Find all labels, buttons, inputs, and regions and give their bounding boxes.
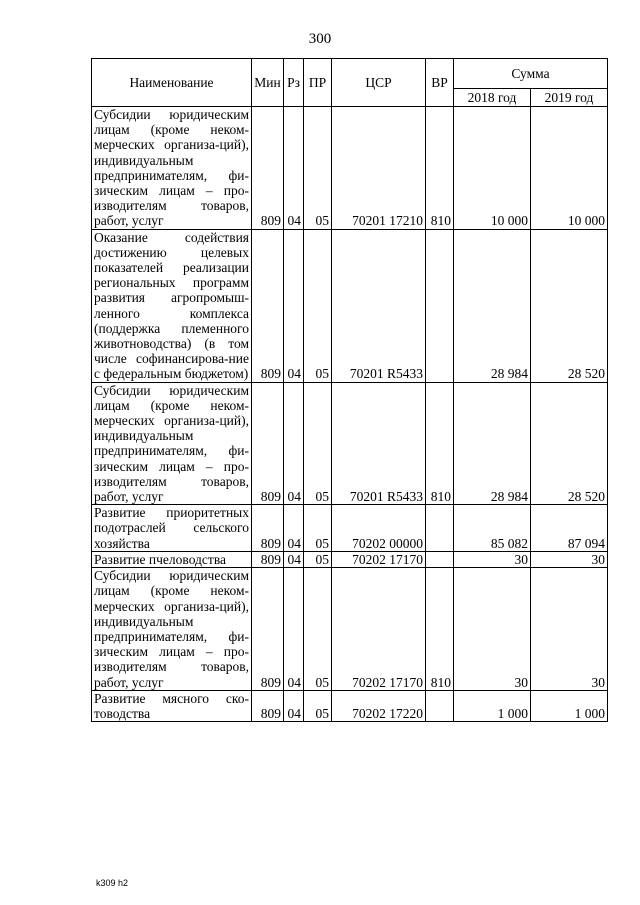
cell-csr: 70201 R5433 (332, 382, 426, 505)
cell-csr: 70201 17210 (332, 107, 426, 230)
cell-2018: 30 (454, 551, 531, 567)
cell-vr (426, 551, 454, 567)
table-row (92, 229, 608, 382)
budget-table (91, 58, 608, 722)
cell-pr: 05 (304, 107, 332, 230)
cell-min: 809 (252, 229, 284, 382)
cell-pr: 05 (304, 551, 332, 567)
cell-rz: 04 (284, 382, 304, 505)
cell-2018: 1 000 (454, 690, 531, 721)
cell-csr: 70202 00000 (332, 505, 426, 552)
cell-2019: 28 520 (531, 382, 608, 505)
header-csr: ЦСР (332, 59, 426, 107)
cell-rz: 04 (284, 505, 304, 552)
cell-name: Субсидии юридическим лицам (кроме неком-мерческих организа-ций), индивидуальным предпринимателям, фи-зическим лицам – про-изводителям товаров, работ, услуг (92, 382, 252, 505)
cell-2019: 1 000 (531, 690, 608, 721)
cell-min: 809 (252, 382, 284, 505)
cell-2019: 28 520 (531, 229, 608, 382)
cell-min: 809 (252, 568, 284, 691)
table-row (92, 382, 608, 505)
cell-name: Субсидии юридическим лицам (кроме неком-мерческих организа-ций), индивидуальным предпринимателям, фи-зическим лицам – про-изводителям товаров, работ, услуг (92, 568, 252, 691)
cell-rz: 04 (284, 229, 304, 382)
page-number: 300 (308, 31, 332, 47)
cell-pr: 05 (304, 229, 332, 382)
cell-min: 809 (252, 551, 284, 567)
header-2018: 2018 год (454, 89, 531, 107)
cell-min: 809 (252, 505, 284, 552)
header-rz: Рз (284, 59, 304, 107)
cell-pr: 05 (304, 690, 332, 721)
cell-rz: 04 (284, 551, 304, 567)
cell-name: Развитие приоритетных подотраслей сельского хозяйства (92, 505, 252, 552)
cell-min: 809 (252, 690, 284, 721)
cell-2018: 28 984 (454, 382, 531, 505)
cell-2018: 10 000 (454, 107, 531, 230)
table-row (92, 568, 608, 691)
cell-csr: 70202 17170 (332, 551, 426, 567)
table-row (92, 107, 608, 230)
cell-2018: 28 984 (454, 229, 531, 382)
header-name: Наименование (92, 59, 252, 107)
cell-name: Субсидии юридическим лицам (кроме неком-мерческих организа-ций), индивидуальным предпринимателям, фи-зическим лицам – про-изводителям товаров, работ, услуг (92, 107, 252, 230)
table-row (92, 505, 608, 552)
cell-pr: 05 (304, 505, 332, 552)
cell-2019: 30 (531, 551, 608, 567)
cell-2018: 30 (454, 568, 531, 691)
cell-vr (426, 505, 454, 552)
cell-rz: 04 (284, 107, 304, 230)
cell-rz: 04 (284, 568, 304, 691)
cell-2019: 10 000 (531, 107, 608, 230)
cell-name: Развитие пчеловодства (92, 551, 252, 567)
cell-csr: 70202 17170 (332, 568, 426, 691)
cell-min: 809 (252, 107, 284, 230)
table-body (92, 107, 608, 722)
cell-pr: 05 (304, 382, 332, 505)
cell-vr: 810 (426, 382, 454, 505)
cell-name: Развитие мясного ско-товодства (92, 690, 252, 721)
cell-2018: 85 082 (454, 505, 531, 552)
header-2019: 2019 год (531, 89, 608, 107)
table-row (92, 690, 608, 721)
cell-2019: 30 (531, 568, 608, 691)
cell-vr: 810 (426, 107, 454, 230)
header-vr: ВР (426, 59, 454, 107)
footer-code: k309 h2 (96, 878, 129, 888)
cell-name: Оказание содействия достижению целевых показателей реализации региональных программ развития агропромыш-ленного комплекса (поддержка племенного животноводства) (в том числе софинансирова-ние с федеральным бюджетом) (92, 229, 252, 382)
cell-vr (426, 229, 454, 382)
cell-pr: 05 (304, 568, 332, 691)
cell-csr: 70201 R5433 (332, 229, 426, 382)
cell-vr: 810 (426, 568, 454, 691)
cell-vr (426, 690, 454, 721)
table-row (92, 551, 608, 567)
header-min: Мин (252, 59, 284, 107)
cell-csr: 70202 17220 (332, 690, 426, 721)
header-pr: ПР (304, 59, 332, 107)
cell-rz: 04 (284, 690, 304, 721)
cell-2019: 87 094 (531, 505, 608, 552)
header-sum: Сумма (454, 59, 608, 89)
